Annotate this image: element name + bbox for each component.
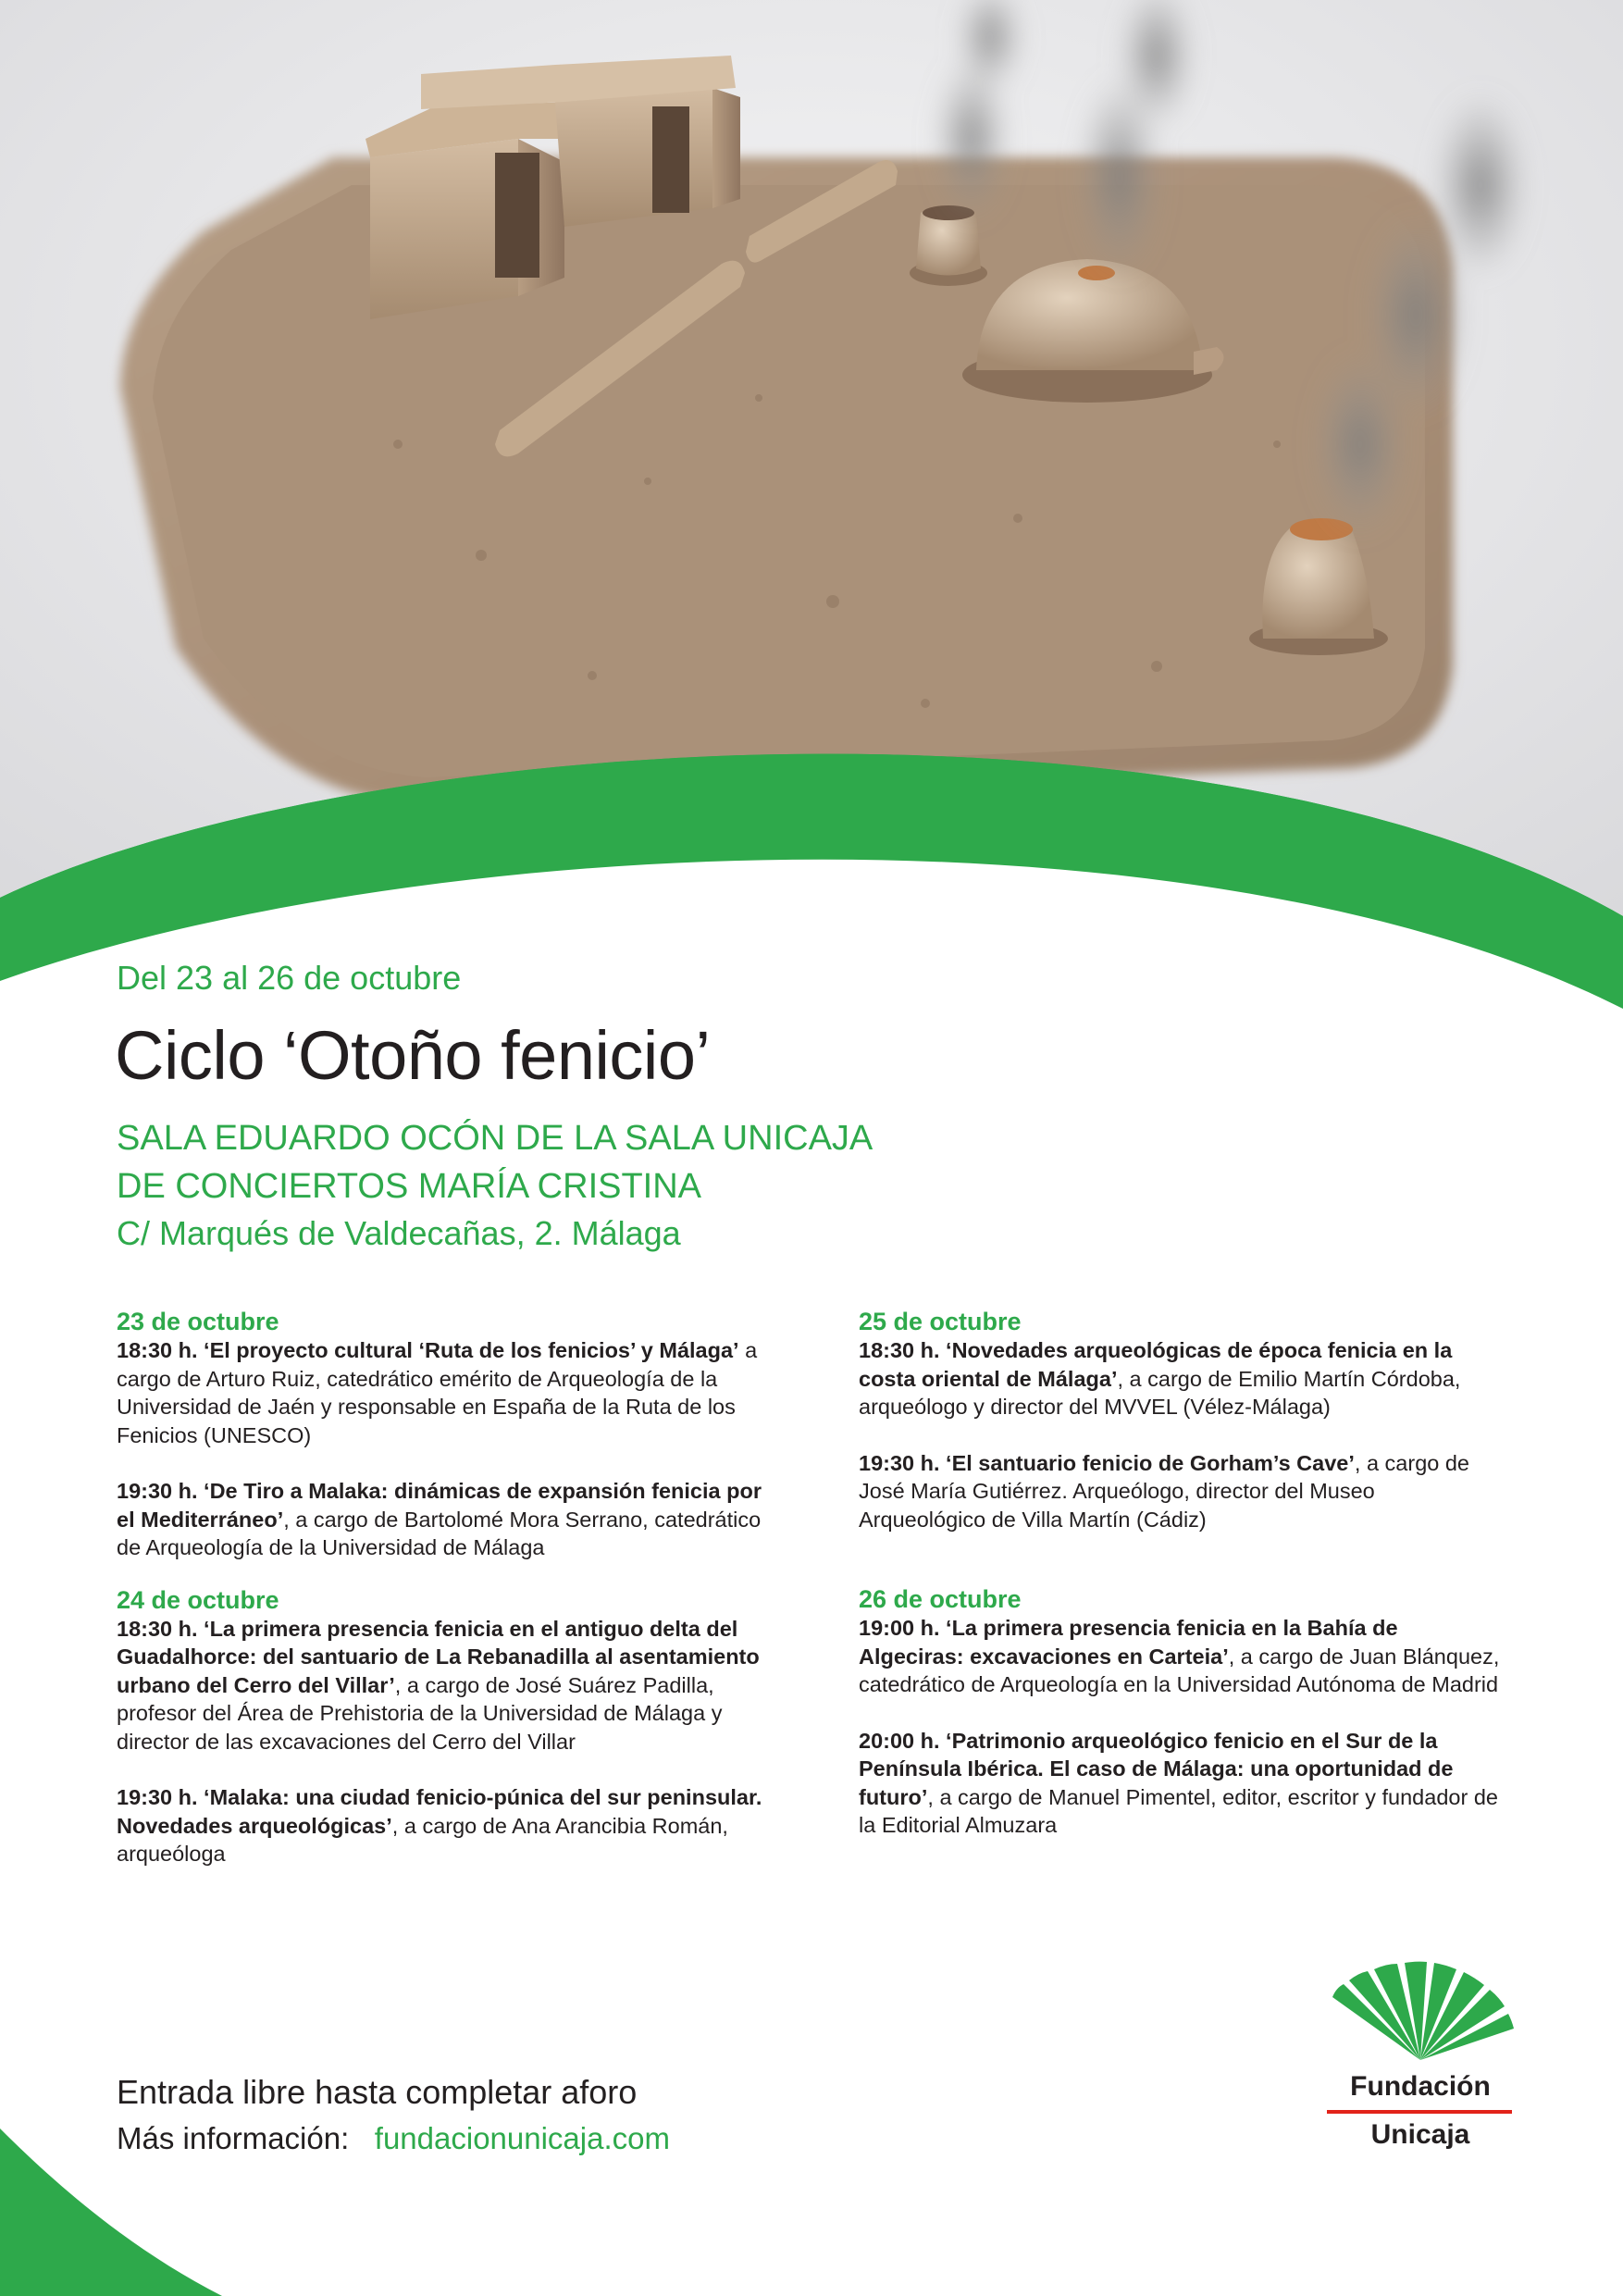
talk-title: 19:30 h. ‘Malaka: una ciudad fenicio-púnica del sur peninsular. Novedades arqueológicas’ <box>117 1785 762 1838</box>
talk-item <box>859 1336 1506 1421</box>
venue-line-2: DE CONCIERTOS MARÍA CRISTINA <box>117 1167 702 1206</box>
talk-title: 20:00 h. ‘Patrimonio arqueológico fenicio en el Sur de la Península Ibérica. El caso de Málaga: una oportunidad de futuro’ <box>859 1728 1454 1809</box>
day-heading: 24 de octubre <box>117 1585 279 1614</box>
talk-title: 18:30 h. ‘Novedades arqueológicas de época fenicia en la costa oriental de Málaga’ <box>859 1338 1453 1391</box>
talk-details: , a cargo de Bartolomé Mora Serrano, catedrático de Arqueología de la Universidad de Málaga <box>117 1507 762 1559</box>
talk-details: , a cargo de José Suárez Padilla, profesor del Área de Prehistoria de la Universidad de Málaga y director de las excavaciones del Cerro del Villar <box>117 1672 723 1754</box>
talk-item <box>859 1614 1506 1699</box>
fundacion-unicaja-logo <box>1314 1960 1527 2164</box>
more-info-label: Más información: <box>117 2121 350 2155</box>
talk-title: 19:00 h. ‘La primera presencia fenicia en la Bahía de Algeciras: excavaciones en Carteia’ <box>859 1616 1398 1669</box>
schedule-left-column <box>117 1307 764 1868</box>
day-heading: 26 de octubre <box>859 1585 1022 1613</box>
logo-red-rule <box>1327 2110 1512 2114</box>
venue <box>117 1114 873 1210</box>
unicaja-fan-icon <box>1323 1960 1518 2062</box>
event-title: Ciclo ‘Otoño fenicio’ <box>115 1017 711 1094</box>
talk-details: , a cargo de Manuel Pimentel, editor, escritor y fundador de la Editorial Almuzara <box>859 1784 1498 1837</box>
talk-details: , a cargo de Ana Arancibia Román, arqueóloga <box>117 1813 728 1866</box>
more-info <box>117 2121 670 2156</box>
talk-details: , a cargo de José María Gutiérrez. Arqueólogo, director del Museo Arqueológico de Villa Martín (Cádiz) <box>859 1450 1469 1532</box>
talk-item <box>117 1477 764 1562</box>
talk-details: , a cargo de Emilio Martín Córdoba, arqueólogo y director del MVVEL (Vélez-Málaga) <box>859 1366 1461 1419</box>
talk-title: 19:30 h. ‘El santuario fenicio de Gorham’s Cave’ <box>859 1450 1355 1475</box>
talk-details: , a cargo de Juan Blánquez, catedrático de Arqueología en la Universidad Autónoma de Madrid <box>859 1644 1500 1696</box>
free-entry-note: Entrada libre hasta completar aforo <box>117 2073 638 2111</box>
talk-item <box>117 1336 764 1449</box>
talk-item <box>859 1449 1506 1534</box>
schedule-right-column <box>859 1307 1506 1840</box>
talk-item <box>859 1727 1506 1840</box>
venue-line-1: SALA EDUARDO OCÓN DE LA SALA UNICAJA <box>117 1119 873 1158</box>
logo-word-fundacion: Fundación <box>1350 2071 1491 2102</box>
date-range: Del 23 al 26 de octubre <box>117 959 462 997</box>
talk-item <box>117 1615 764 1756</box>
address: C/ Marqués de Valdecañas, 2. Málaga <box>117 1214 681 1252</box>
talk-title: 19:30 h. ‘De Tiro a Malaka: dinámicas de expansión fenicia por el Mediterráneo’ <box>117 1479 762 1532</box>
day-heading: 25 de octubre <box>859 1308 1022 1335</box>
talk-title: 18:30 h. ‘El proyecto cultural ‘Ruta de los fenicios’ y Málaga’ <box>117 1338 739 1362</box>
talk-title: 18:30 h. ‘La primera presencia fenicia en el antiguo delta del Guadalhorce: del santuario de La Rebanadilla al asentamiento urbano del Cerro del Villar’ <box>117 1616 760 1697</box>
talk-item <box>117 1783 764 1868</box>
more-info-link[interactable]: fundacionunicaja.com <box>374 2121 670 2155</box>
logo-word-unicaja: Unicaja <box>1370 2119 1470 2150</box>
talk-details: a cargo de Arturo Ruiz, catedrático emérito de Arqueología de la Universidad de Jaén y responsable en España de la Ruta de los Fenicios (UNESCO) <box>117 1338 758 1447</box>
day-heading: 23 de octubre <box>117 1308 279 1335</box>
